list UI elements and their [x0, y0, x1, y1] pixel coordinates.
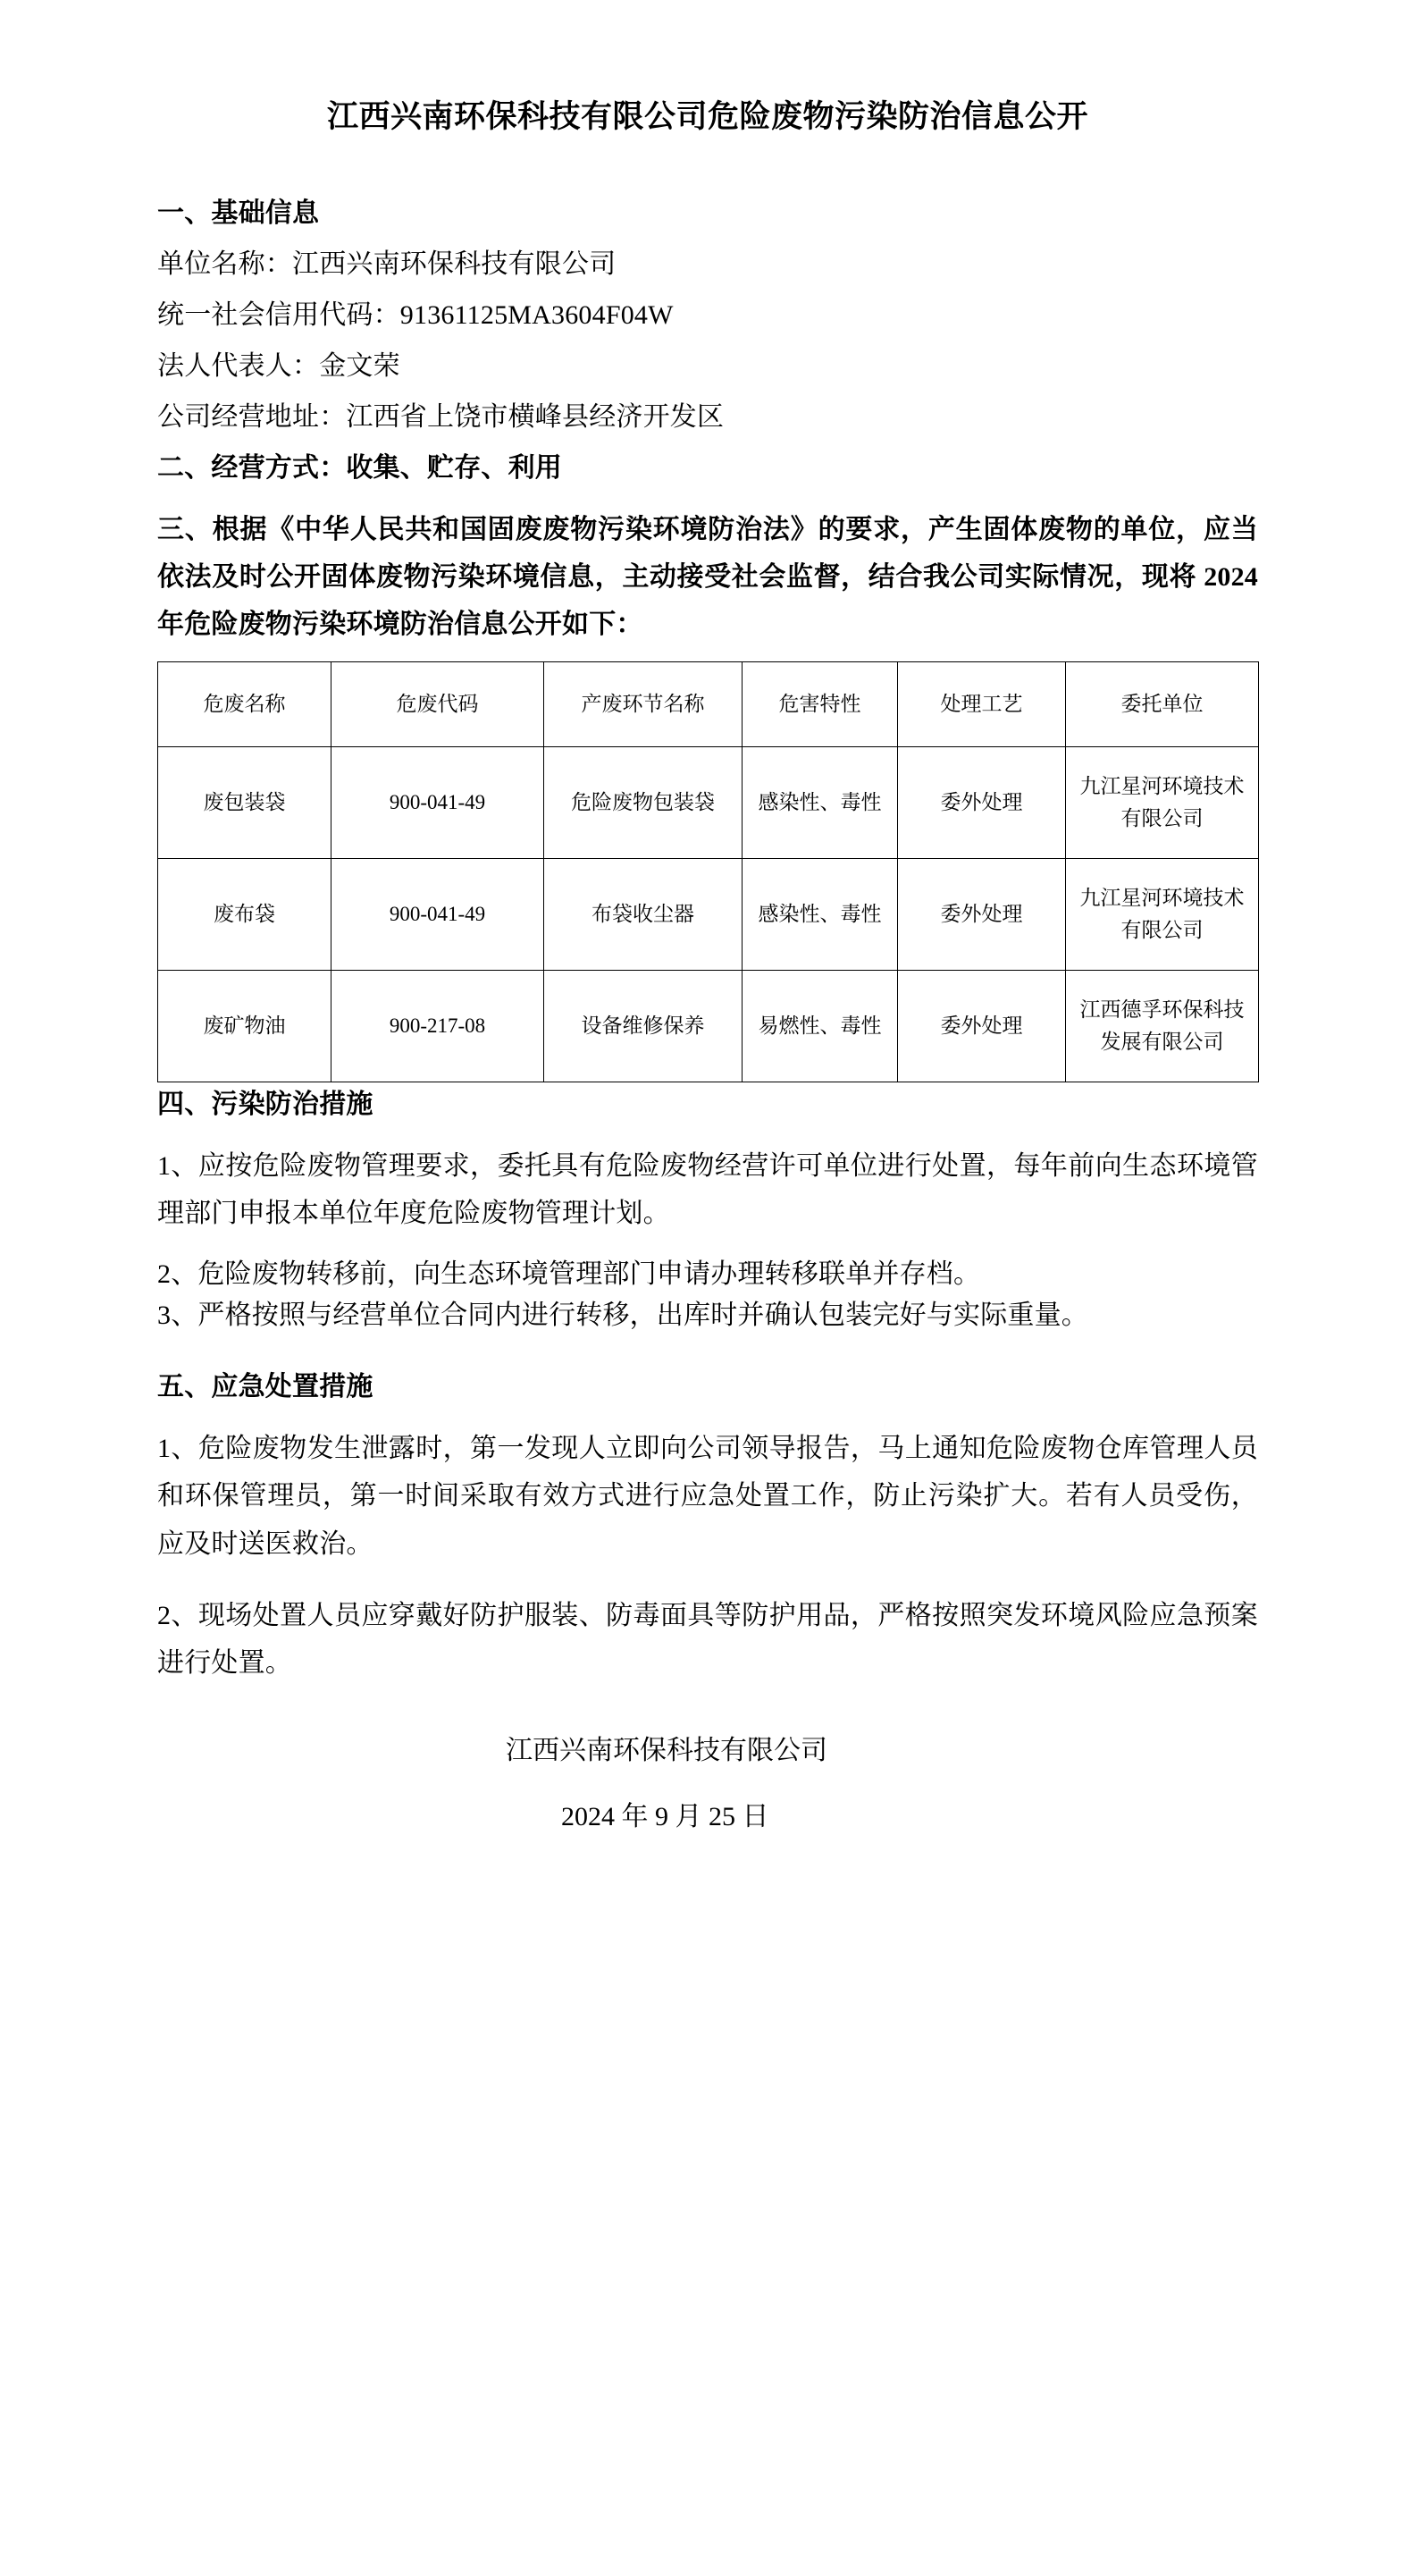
content-area	[157, 200, 1258, 1831]
table-header-row	[158, 661, 1259, 746]
table-header-cell-hazard: 危害特性	[743, 661, 898, 746]
spacer	[157, 380, 1258, 404]
cell-waste-name: 废包装袋	[158, 746, 331, 858]
spacer	[157, 329, 1258, 353]
section-heading-business-mode: 二、经营方式：收集、贮存、利用	[157, 452, 562, 483]
table-header-cell-name: 危废名称	[158, 661, 331, 746]
cell-waste-source: 设备维修保养	[544, 970, 743, 1082]
signature-block	[157, 1735, 1258, 1831]
cell-waste-hazard: 易燃性、毒性	[743, 970, 898, 1082]
spacer	[157, 1568, 1258, 1592]
cell-waste-entrusted: 九江星河环境技术有限公司	[1066, 858, 1259, 970]
spacer	[157, 1340, 1258, 1374]
field-legal-representative: 法人代表人：金文荣	[157, 350, 400, 381]
signature-date: 2024 年 9 月 25 日	[561, 1801, 769, 1831]
field-business-address: 公司经营地址：江西省上饶市横峰县经济开发区	[157, 401, 725, 432]
spacer	[157, 278, 1258, 302]
table-row	[158, 970, 1259, 1082]
table-header-cell-entrusted: 委托单位	[1066, 661, 1259, 746]
spacer	[157, 1237, 1258, 1261]
cell-waste-process: 委外处理	[898, 746, 1066, 858]
spacer	[157, 227, 1258, 251]
hazardous-waste-table	[157, 661, 1259, 1082]
table-header-cell-source: 产废环节名称	[544, 661, 743, 746]
spacer	[157, 431, 1258, 455]
table-row	[158, 746, 1259, 858]
cell-waste-source: 布袋收尘器	[544, 858, 743, 970]
cell-waste-hazard: 感染性、毒性	[743, 858, 898, 970]
page-title: 江西兴南环保科技有限公司危险废物污染防治信息公开	[326, 99, 1088, 134]
table-row	[158, 858, 1259, 970]
cell-waste-process: 委外处理	[898, 970, 1066, 1082]
field-credit-code: 统一社会信用代码：91361125MA3604F04W	[157, 299, 674, 330]
signature-company: 江西兴南环保科技有限公司	[506, 1735, 827, 1765]
cell-waste-code: 900-217-08	[331, 970, 544, 1082]
document-body	[157, 0, 1258, 1831]
measure-item-1: 1、应按危险废物管理要求，委托具有危险废物经营许可单位进行处置，每年前向生态环境管理部门申报本单位年度危险废物管理计划。	[157, 1150, 1258, 1229]
field-company-name: 单位名称：江西兴南环保科技有限公司	[157, 248, 617, 279]
section-paragraph-legal-basis: 三、根据《中华人民共和国固废废物污染环境防治法》的要求，产生固体废物的单位，应当依法及时公开固体废物污染环境信息，主动接受社会监督，结合我公司实际情况，现将 2024 年危险废物污染环境防治信息公开如下：	[157, 514, 1258, 640]
cell-waste-hazard: 感染性、毒性	[743, 746, 898, 858]
cell-waste-source: 危险废物包装袋	[544, 746, 743, 858]
cell-waste-entrusted: 九江星河环境技术有限公司	[1066, 746, 1259, 858]
table-header-cell-code: 危废代码	[331, 661, 544, 746]
spacer	[157, 1401, 1258, 1425]
measure-item-3: 3、严格按照与经营单位合同内进行转移，出库时并确认包装完好与实际重量。	[157, 1301, 1088, 1331]
section-heading-emergency-measures: 五、应急处置措施	[157, 1371, 373, 1402]
section-heading-basic-info: 一、基础信息	[157, 198, 320, 228]
table-header-cell-process: 处理工艺	[898, 661, 1066, 746]
cell-waste-entrusted: 江西德孚环保科技发展有限公司	[1066, 970, 1259, 1082]
cell-waste-name: 废布袋	[158, 858, 331, 970]
cell-waste-process: 委外处理	[898, 858, 1066, 970]
emergency-item-2: 2、现场处置人员应穿戴好防护服装、防毒面具等防护用品，严格按照突发环境风险应急预案进行处置。	[157, 1601, 1258, 1679]
section-heading-prevention-measures: 四、污染防治措施	[157, 1089, 373, 1119]
measure-item-2: 2、危险废物转移前，向生态环境管理部门申请办理转移联单并存档。	[157, 1259, 981, 1290]
emergency-item-1: 1、危险废物发生泄露时，第一发现人立即向公司领导报告，马上通知危险废物仓库管理人员和环保管理员，第一时间采取有效方式进行应急处置工作，防止污染扩大。若有人员受伤，应及时送医救治。	[157, 1433, 1258, 1559]
spacer	[157, 482, 1258, 506]
cell-waste-code: 900-041-49	[331, 746, 544, 858]
cell-waste-name: 废矿物油	[158, 970, 331, 1082]
spacer	[157, 1118, 1258, 1142]
cell-waste-code: 900-041-49	[331, 858, 544, 970]
